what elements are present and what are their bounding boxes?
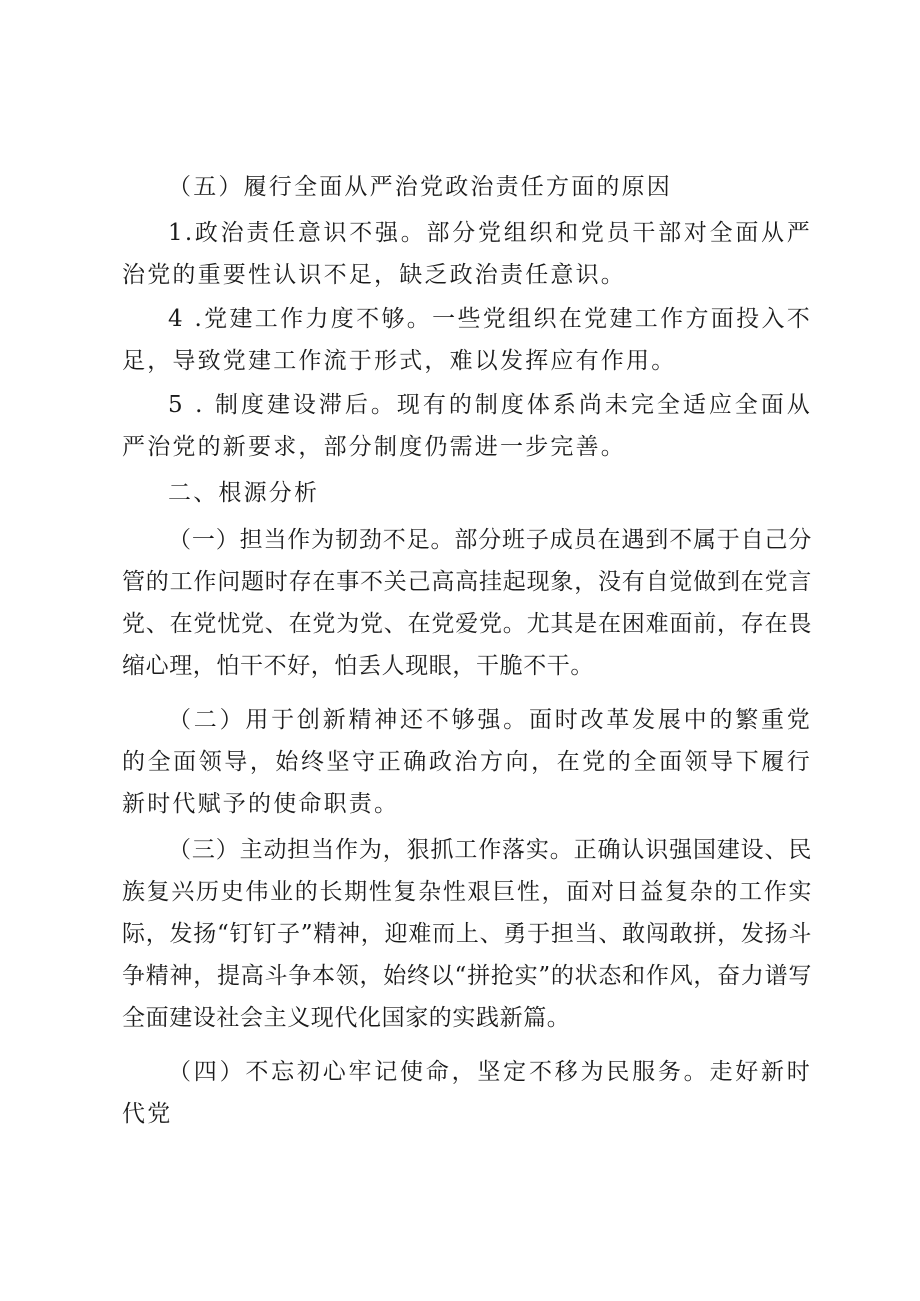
paragraph-cause-4: （四）不忘初心牢记使命，坚定不移为民服务。走好新时代党: [122, 1059, 812, 1127]
paragraph-cause-2: （二）用于创新精神还不够强。面时改革发展中的繁重党的全面领导，始终坚守正确政治方向，在党的全面领导下履行新时代赋予的使命职责。: [122, 707, 812, 817]
paragraph-item-4: 4 .党建工作力度不够。一些党组织在党建工作方面投入不足，导致党建工作流于形式，难以发挥应有作用。: [122, 306, 812, 374]
paragraph-cause-3: （三）主动担当作为，狠抓工作落实。正确认识强国建设、民族复兴历史伟业的长期性复杂性艰巨性，面对日益复杂的工作实际，发扬“钉钉子”精神，迎难而上、勇于担当、敢闯敢拼，发扬斗争精神，提高斗争本领，始终以“拼抢实”的状态和作风，奋力谱写全面建设社会主义现代化国家的实践新篇。: [122, 837, 812, 1031]
section-heading-root-cause: 二、根源分析: [168, 480, 320, 506]
paragraph-item-5: 5 . 制度建设滞后。现有的制度体系尚未完全适应全面从严治党的新要求，部分制度仍需进一步完善。: [122, 392, 812, 460]
paragraph-cause-1: （一）担当作为韧劲不足。部分班子成员在遇到不属于自己分管的工作问题时存在事不关己高高挂起现象，没有自觉做到在党言党、在党忧党、在党为党、在党爱党。尤其是在困难面前，存在畏缩心理，怕干不好，怕丢人现眼，干脆不干。: [122, 527, 812, 679]
paragraph-item-1: 1.政治责任意识不强。部分党组织和党员干部对全面从严治党的重要性认识不足，缺乏政治责任意识。: [122, 220, 812, 288]
section-heading-five: （五）履行全面从严治党政治责任方面的原因: [168, 174, 672, 200]
